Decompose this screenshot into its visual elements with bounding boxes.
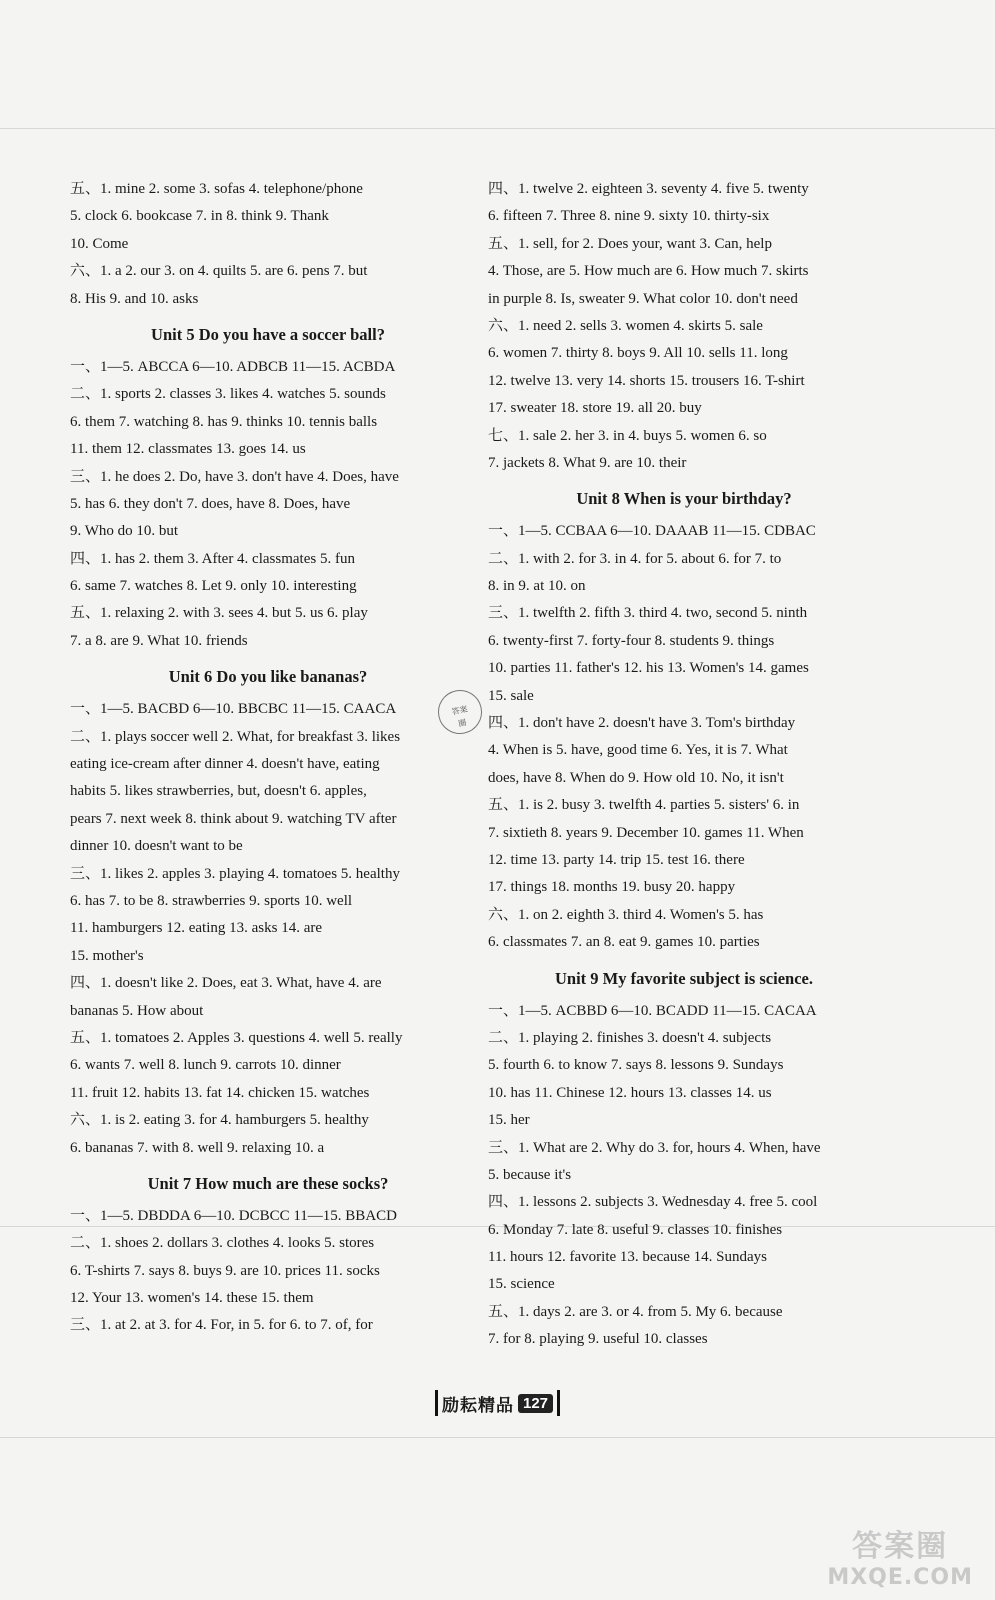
answer-line: 六、1. need 2. sells 3. women 4. skirts 5. sale <box>488 317 763 334</box>
unit-heading: Unit 8 When is your birthday? <box>576 489 792 509</box>
answer-line: 6. same 7. watches 8. Let 9. only 10. interesting <box>70 578 357 595</box>
answer-line: 7. for 8. playing 9. useful 10. classes <box>488 1331 708 1348</box>
right-column <box>488 176 880 1354</box>
answer-line: 4. Those, are 5. How much are 6. How much 7. skirts <box>488 263 809 280</box>
answer-line: 6. twenty-first 7. forty-four 8. students 9. things <box>488 632 775 649</box>
answer-line: 6. T-shirts 7. says 8. buys 9. are 10. prices 11. socks <box>70 1262 380 1279</box>
answer-line: 七、1. sale 2. her 3. in 4. buys 5. women 6. so <box>488 427 767 444</box>
answer-line: 11. fruit 12. habits 13. fat 14. chicken 15. watches <box>70 1084 370 1101</box>
answer-line: dinner 10. doesn't want to be <box>70 838 243 855</box>
answer-line: 11. them 12. classmates 13. goes 14. us <box>70 441 306 458</box>
answer-line: 五、1. is 2. busy 3. twelfth 4. parties 5. sisters' 6. in <box>488 797 800 814</box>
watermark-top: 答案圈 <box>852 1529 949 1564</box>
footer-brand: 励耘精品 <box>441 1395 514 1415</box>
answer-line: 8. His 9. and 10. asks <box>70 290 199 307</box>
answer-line: 二、1. plays soccer well 2. What, for breakfast 3. likes <box>70 728 401 745</box>
answer-line: 12. Your 13. women's 14. these 15. them <box>70 1290 314 1307</box>
answer-line: bananas 5. How about <box>70 1002 204 1019</box>
answer-line: 11. hamburgers 12. eating 13. asks 14. are <box>70 920 323 937</box>
answer-line: 6. women 7. thirty 8. boys 9. All 10. sells 11. long <box>488 345 788 362</box>
answer-line: 10. has 11. Chinese 12. hours 13. classes 14. us <box>488 1084 772 1101</box>
answer-line: 6. Monday 7. late 8. useful 9. classes 10. finishes <box>488 1221 783 1238</box>
answer-line: 三、1. likes 2. apples 3. playing 4. tomatoes 5. healthy <box>70 865 400 882</box>
watermark-bottom: MXQE.COM <box>827 1565 973 1590</box>
answer-line: 9. Who do 10. but <box>70 523 179 540</box>
answer-line: 5. has 6. they don't 7. does, have 8. Does, have <box>70 495 351 512</box>
answer-line: 11. hours 12. favorite 13. because 14. Sundays <box>488 1249 767 1266</box>
answer-line: 五、1. relaxing 2. with 3. sees 4. but 5. us 6. play <box>70 605 368 622</box>
answer-line: 15. her <box>488 1112 530 1129</box>
answer-line: 7. a 8. are 9. What 10. friends <box>70 632 248 649</box>
answer-line: 三、1. he does 2. Do, have 3. don't have 4. Does, have <box>70 468 399 485</box>
answer-line: 10. Come <box>70 235 129 252</box>
answer-line: 6. them 7. watching 8. has 9. thinks 10. tennis balls <box>70 413 378 430</box>
answer-line: 12. twelve 13. very 14. shorts 15. trousers 16. T-shirt <box>488 372 805 389</box>
answer-line: 8. in 9. at 10. on <box>488 578 586 595</box>
answer-line: 五、1. sell, for 2. Does your, want 3. Can, help <box>488 235 772 252</box>
answer-line: 5. clock 6. bookcase 7. in 8. think 9. Thank <box>70 208 329 225</box>
answer-line: 二、1. playing 2. finishes 3. doesn't 4. subjects <box>488 1029 772 1046</box>
answer-line: 三、1. at 2. at 3. for 4. For, in 5. for 6. to 7. of, for <box>70 1317 373 1334</box>
answer-line: 一、1—5. DBDDA 6—10. DCBCC 11—15. BBACD <box>70 1207 397 1224</box>
page-number: 127 <box>518 1394 553 1413</box>
answer-line: 6. fifteen 7. Three 8. nine 9. sixty 10. thirty-six <box>488 208 770 225</box>
answer-line: 三、1. twelfth 2. fifth 3. third 4. two, second 5. ninth <box>488 605 808 622</box>
answer-line: 六、1. a 2. our 3. on 4. quilts 5. are 6. pens 7. but <box>70 263 368 280</box>
answer-line: habits 5. likes strawberries, but, doesn't 6. apples, <box>70 783 367 800</box>
answer-line: 一、1—5. BACBD 6—10. BBCBC 11—15. CAACA <box>70 701 397 718</box>
answer-line: 四、1. doesn't like 2. Does, eat 3. What, have 4. are <box>70 975 382 992</box>
answer-line: 12. time 13. party 14. trip 15. test 16. there <box>488 851 745 868</box>
answer-line: in purple 8. Is, sweater 9. What color 10. don't need <box>488 290 798 307</box>
answer-line: 7. jackets 8. What 9. are 10. their <box>488 454 687 471</box>
answer-line: 一、1—5. ABCCA 6—10. ADBCB 11—15. ACBDA <box>70 358 396 375</box>
answer-line: 15. mother's <box>70 947 144 964</box>
answer-line: 六、1. on 2. eighth 3. third 4. Women's 5. has <box>488 906 764 923</box>
answer-line: eating ice-cream after dinner 4. doesn't have, eating <box>70 756 380 773</box>
answer-line: 三、1. What are 2. Why do 3. for, hours 4. When, have <box>488 1139 821 1156</box>
answer-line: 7. sixtieth 8. years 9. December 10. games 11. When <box>488 824 804 841</box>
answer-line: 一、1—5. CCBAA 6—10. DAAAB 11—15. CDBAC <box>488 523 816 540</box>
answer-line: 6. wants 7. well 8. lunch 9. carrots 10. dinner <box>70 1057 341 1074</box>
answer-line: 10. parties 11. father's 12. his 13. Women's 14. games <box>488 660 809 677</box>
unit-heading: Unit 6 Do you like bananas? <box>168 667 368 687</box>
answer-line: 17. sweater 18. store 19. all 20. buy <box>488 400 702 417</box>
watermark <box>827 1521 973 1590</box>
footer-bar-left <box>435 1390 438 1416</box>
unit-heading: Unit 5 Do you have a soccer ball? <box>151 324 385 344</box>
answer-line: 四、1. lessons 2. subjects 3. Wednesday 4. free 5. cool <box>488 1194 818 1211</box>
answer-line: 二、1. sports 2. classes 3. likes 4. watches 5. sounds <box>70 386 386 403</box>
answer-line: 四、1. twelve 2. eighteen 3. seventy 4. five 5. twenty <box>488 181 809 197</box>
answer-line: 四、1. has 2. them 3. After 4. classmates 5. fun <box>70 550 355 567</box>
answer-line: 6. classmates 7. an 8. eat 9. games 10. parties <box>488 934 760 951</box>
unit-heading: Unit 9 My favorite subject is science. <box>555 968 813 988</box>
answer-line: 17. things 18. months 19. busy 20. happy <box>488 879 736 896</box>
answer-line: 15. science <box>488 1276 555 1293</box>
answer-line: pears 7. next week 8. think about 9. watching TV after <box>70 810 397 827</box>
answer-line: 四、1. don't have 2. doesn't have 3. Tom's birthday <box>488 715 796 732</box>
answer-line: 15. sale <box>488 687 534 704</box>
answer-line: 6. has 7. to be 8. strawberries 9. sports 10. well <box>70 892 353 909</box>
stamp-seal: 答案 圈 <box>434 686 486 738</box>
answer-line: 5. fourth 6. to know 7. says 8. lessons 9. Sundays <box>488 1057 784 1074</box>
answer-line: 五、1. mine 2. some 3. sofas 4. telephone/phone <box>70 181 363 197</box>
answer-line: 五、1. days 2. are 3. or 4. from 5. My 6. because <box>488 1303 783 1320</box>
unit-heading: Unit 7 How much are these socks? <box>147 1173 389 1193</box>
answer-line: 一、1—5. ACBBD 6—10. BCADD 11—15. CACAA <box>488 1002 817 1019</box>
answer-line: 二、1. with 2. for 3. in 4. for 5. about 6. for 7. to <box>488 550 782 567</box>
answer-line: 5. because it's <box>488 1166 572 1183</box>
footer-bar-right <box>557 1390 560 1416</box>
answer-line: 4. When is 5. have, good time 6. Yes, it is 7. What <box>488 742 788 759</box>
answer-line: 6. bananas 7. with 8. well 9. relaxing 10. a <box>70 1139 325 1156</box>
answer-line: 五、1. tomatoes 2. Apples 3. questions 4. well 5. really <box>70 1029 403 1046</box>
answer-line: does, have 8. When do 9. How old 10. No, it isn't <box>488 769 784 786</box>
answer-line: 二、1. shoes 2. dollars 3. clothes 4. looks 5. stores <box>70 1235 375 1252</box>
left-column <box>70 176 466 1340</box>
answer-line: 六、1. is 2. eating 3. for 4. hamburgers 5. healthy <box>70 1112 369 1129</box>
page-footer <box>0 1390 995 1421</box>
